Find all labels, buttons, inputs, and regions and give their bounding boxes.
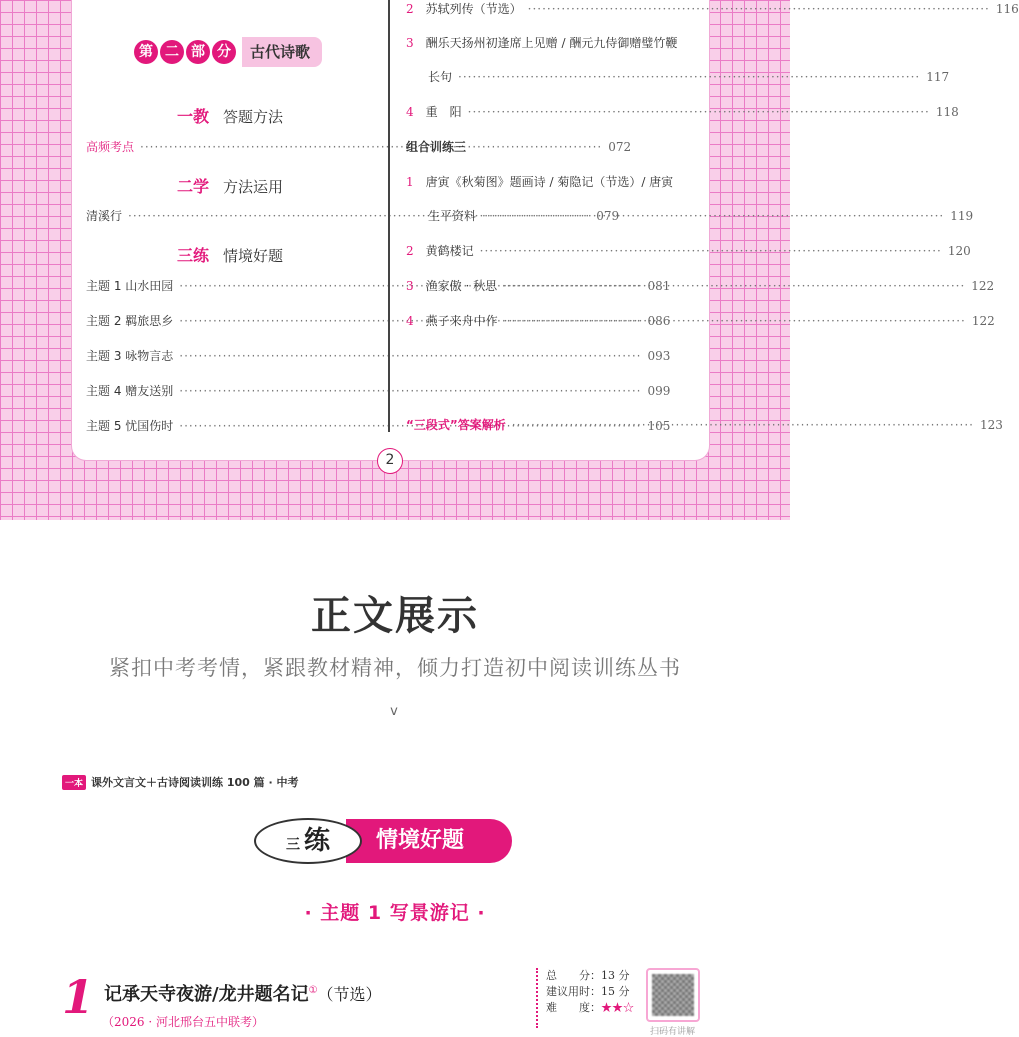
toc-entry[interactable] <box>406 103 959 120</box>
toc-entry-page: 093 <box>647 348 671 363</box>
toc-entry[interactable] <box>406 416 1003 433</box>
toc-entry-label: 苏轼列传（节选） <box>425 2 522 16</box>
toc-entry-page: 120 <box>947 243 971 258</box>
score-time: 建议用时：15 分 <box>546 985 630 998</box>
toc-entry-label: 清溪行 <box>86 209 123 223</box>
toc-entry[interactable] <box>406 242 971 259</box>
toc-entry-label: 主题 3 咏物言志 <box>86 349 174 363</box>
toc-entry-page: 081 <box>647 278 671 293</box>
chevron-down-icon[interactable]: v <box>390 704 398 719</box>
toc-entry-page: 123 <box>979 417 1003 432</box>
showcase-subtitle: 紧扣中考考情，紧跟教材精神，倾力打造初中阅读训练丛书 <box>109 656 681 680</box>
toc-entry-label: 黄鹤楼记 <box>425 244 474 258</box>
toc-entry[interactable] <box>86 347 671 364</box>
section-banner-label: 情境好题 <box>346 819 512 863</box>
qr-code-icon[interactable] <box>646 968 700 1022</box>
lesson-number: 1 <box>62 970 95 1024</box>
toc-entry-label: 唐寅《秋菊图》题画诗 / 菊隐记（节选）/ 唐寅 <box>425 175 674 189</box>
toc-divider <box>388 0 390 432</box>
toc-entry-page: 116 <box>995 1 1019 16</box>
toc-card <box>72 0 1019 460</box>
difficulty-stars: ★★☆ <box>601 1001 634 1014</box>
toc-entry-number: 2 <box>406 1 414 16</box>
page-number: 2 <box>377 448 403 474</box>
toc-entry-number: 2 <box>406 243 414 258</box>
toc-entry-page: 118 <box>935 104 959 119</box>
section-brush: 一教 <box>176 107 209 126</box>
toc-entry[interactable] <box>428 207 974 224</box>
toc-entry-number: 4 <box>406 104 414 119</box>
toc-entry-label: 重 阳 <box>425 105 462 119</box>
toc-entry[interactable] <box>406 173 694 190</box>
section-title: 方法运用 <box>223 178 284 196</box>
section-heading-practice <box>72 243 388 266</box>
toc-entry-number: 3 <box>406 35 414 50</box>
qr-caption: 扫码有讲解 <box>650 1027 696 1037</box>
showcase-title: 正文展示 <box>311 593 479 639</box>
toc-entry-label: 主题 2 羁旅思乡 <box>86 314 174 328</box>
toc-entry-label: 生平资料 <box>428 209 477 223</box>
book-header <box>62 774 298 790</box>
part-char-3: 部 <box>186 40 210 64</box>
toc-entry[interactable] <box>428 68 950 85</box>
book-title: 课外文言文＋古诗阅读训练 100 篇 · 中考 <box>91 776 299 789</box>
section-banner-oval: 三 练 <box>254 818 362 864</box>
section-brush: 三练 <box>176 246 209 265</box>
toc-entry[interactable] <box>406 312 995 329</box>
part-char-2: 二 <box>160 40 184 64</box>
toc-entry-page: 119 <box>950 208 974 223</box>
part-label: 古代诗歌 <box>242 37 322 67</box>
lesson-source: （2026 · 河北邢台五中联考） <box>102 1015 264 1029</box>
toc-entry-label: 渔家傲 · 秋思 <box>425 279 498 293</box>
toc-entry-page: 105 <box>647 418 671 433</box>
part-char-4: 分 <box>212 40 236 64</box>
toc-entry-page: 117 <box>926 69 950 84</box>
toc-entry-label: 主题 5 忧国伤时 <box>86 419 174 433</box>
toc-entry-number: 3 <box>406 278 414 293</box>
toc-entry[interactable] <box>406 277 995 294</box>
score-total: 总 分：13 分 <box>546 969 630 982</box>
toc-entry-page: 079 <box>596 208 620 223</box>
section-banner <box>254 818 512 864</box>
toc-entry[interactable] <box>406 34 694 51</box>
toc-entry-page: 122 <box>971 278 995 293</box>
toc-entry-number: 4 <box>406 313 414 328</box>
toc-entry-label: 燕子来舟中作 <box>425 314 498 328</box>
part-char-1: 第 <box>134 40 158 64</box>
toc-group-label: 组合训练三 <box>406 140 467 154</box>
topic-heading: · 主题 1 写景游记 · <box>304 902 486 924</box>
toc-entry-page: 086 <box>647 313 671 328</box>
toc-entry-label: 高频考点 <box>86 140 135 154</box>
score-difficulty: 难 度：★★☆ <box>546 1001 634 1014</box>
toc-entry[interactable] <box>86 382 671 399</box>
section-heading-learn <box>72 174 388 197</box>
lesson-title: 记承天寺夜游/龙井题名记①（节选） <box>104 984 382 1005</box>
book-logo: 一本 <box>62 775 86 790</box>
toc-entry-label: “三段式”答案解析 <box>406 418 506 432</box>
toc-entry-number: 1 <box>406 174 414 189</box>
section-heading-teach <box>72 104 388 127</box>
score-info <box>536 968 642 1028</box>
toc-group-heading <box>406 138 694 155</box>
toc-entry-label: 主题 1 山水田园 <box>86 279 174 293</box>
part-banner <box>134 36 322 68</box>
toc-entry-label: 主题 4 赠友送别 <box>86 384 174 398</box>
section-brush: 二学 <box>176 177 209 196</box>
footnote-marker: ① <box>308 985 318 996</box>
toc-entry-page: 122 <box>971 313 995 328</box>
toc-entry[interactable] <box>406 0 1019 17</box>
toc-entry-page: 072 <box>608 139 632 154</box>
toc-entry-page: 099 <box>647 383 671 398</box>
toc-entry-label: 酬乐天扬州初逢席上见赠 / 酬元九侍御赠璧竹鞭 <box>425 36 678 50</box>
section-title: 答题方法 <box>223 108 284 126</box>
section-title: 情境好题 <box>223 247 284 265</box>
toc-entry-label: 长句 <box>428 70 453 84</box>
